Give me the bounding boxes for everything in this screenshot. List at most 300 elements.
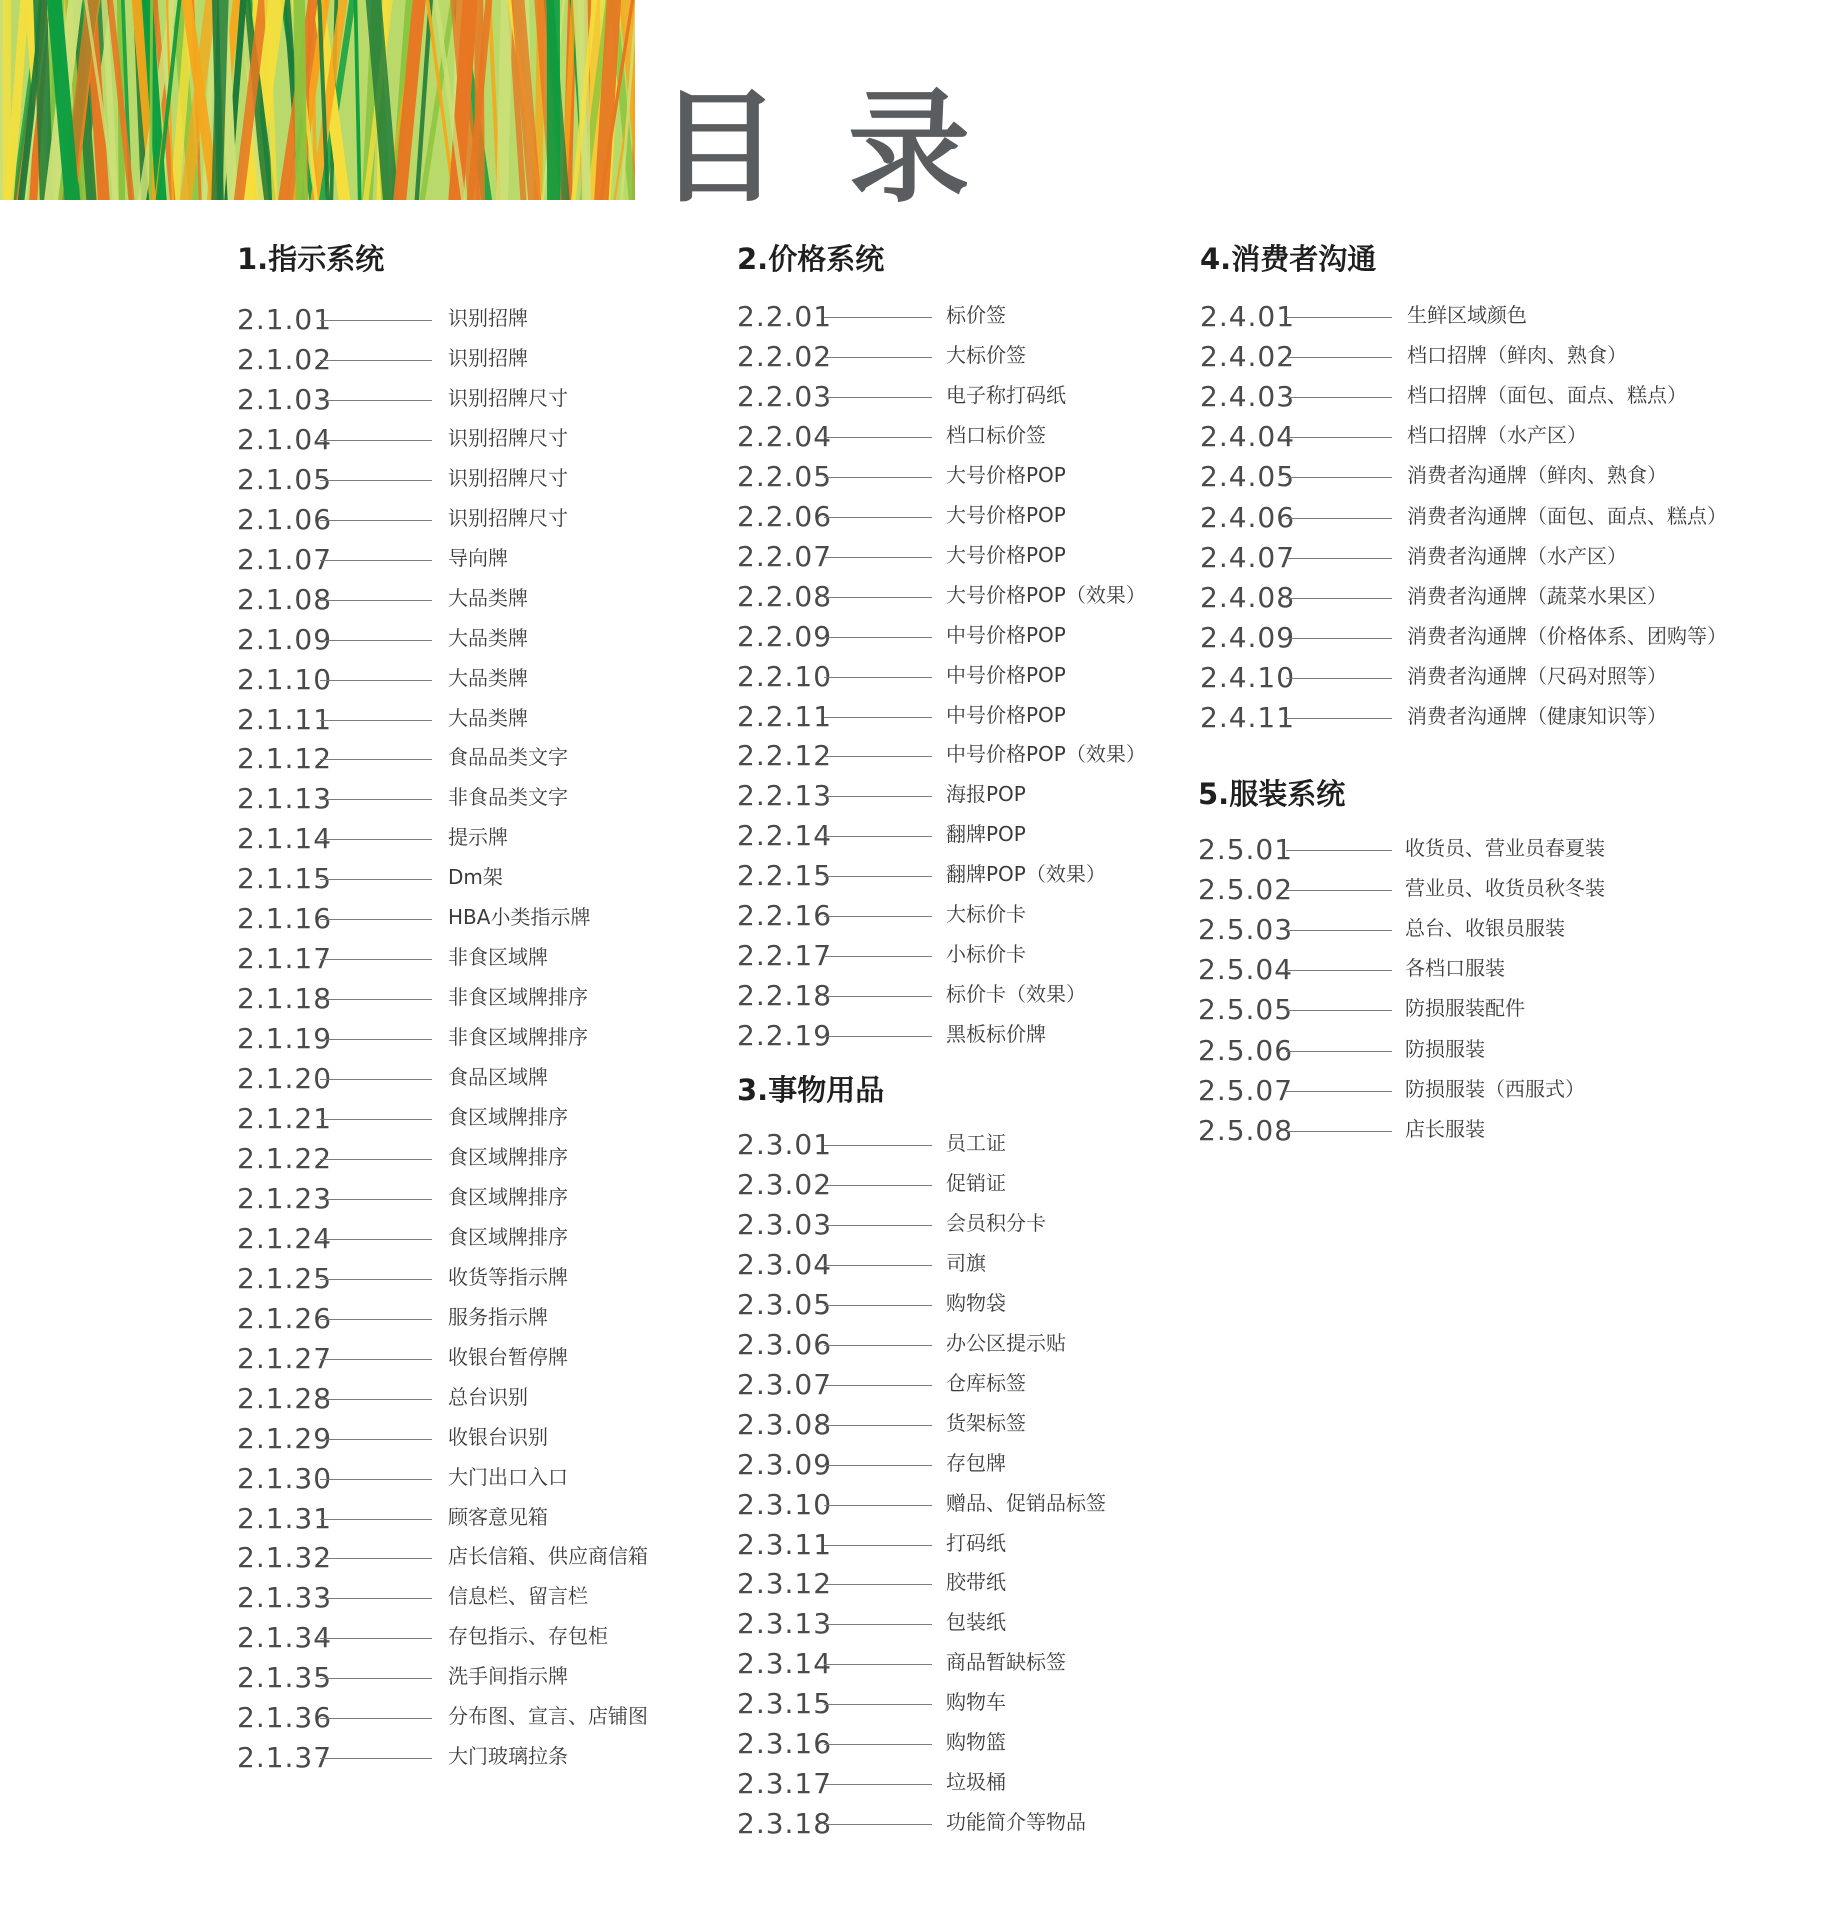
- toc-entry-code: 2.1.18: [237, 982, 333, 1015]
- leader-line: [320, 1399, 432, 1400]
- leader-line: [320, 560, 432, 561]
- section-heading: 5.服装系统: [1198, 777, 1346, 811]
- toc-entry-label: 购物车: [946, 1690, 1006, 1714]
- section-heading: 2.价格系统: [737, 242, 885, 276]
- toc-entry-code: 2.2.06: [737, 500, 833, 533]
- toc-entry-code: 2.1.01: [237, 303, 333, 336]
- leader-line: [320, 1359, 432, 1360]
- leader-line: [1286, 518, 1392, 519]
- toc-entry-code: 2.3.17: [737, 1767, 833, 1800]
- toc-entry-code: 2.1.25: [237, 1262, 333, 1295]
- leader-line: [320, 1638, 432, 1639]
- toc-entry: [737, 1245, 1426, 1285]
- leader-line: [1286, 477, 1392, 478]
- toc-entry-code: 2.5.06: [1198, 1034, 1294, 1067]
- toc-entry-label: 顾客意见箱: [448, 1505, 548, 1529]
- page-title-char: 录: [848, 77, 970, 219]
- leader-line: [320, 1678, 432, 1679]
- toc-entry-code: 2.1.06: [237, 503, 333, 536]
- toc-entry-label: 营业员、收货员秋冬装: [1405, 876, 1605, 900]
- toc-entry-code: 2.4.10: [1200, 661, 1296, 694]
- toc-entry-label: 总台识别: [448, 1385, 528, 1409]
- leader-line: [320, 440, 432, 441]
- toc-entry: [1198, 1111, 1835, 1151]
- toc-entry: [737, 1165, 1426, 1205]
- toc-entry-label: 大标价卡: [946, 902, 1026, 926]
- toc-entry-code: 2.1.35: [237, 1661, 333, 1694]
- toc-entry-label: 消费者沟通牌（面包、面点、糕点）: [1407, 504, 1727, 528]
- toc-entry-code: 2.1.30: [237, 1462, 333, 1495]
- leader-line: [824, 317, 932, 318]
- toc-entry-label: 促销证: [946, 1171, 1006, 1195]
- toc-entry-code: 2.3.09: [737, 1448, 833, 1481]
- toc-entry-label: 大号价格POP: [946, 543, 1066, 567]
- toc-entry-code: 2.4.09: [1200, 621, 1296, 654]
- toc-entry-code: 2.1.34: [237, 1621, 333, 1654]
- leader-line: [320, 919, 432, 920]
- leader-line: [1286, 357, 1392, 358]
- toc-entry-code: 2.2.08: [737, 580, 833, 613]
- leader-line: [1286, 850, 1392, 851]
- toc-entry-label: 大品类牌: [448, 706, 528, 730]
- toc-entry-code: 2.1.22: [237, 1142, 333, 1175]
- toc-entry: [737, 1684, 1426, 1724]
- toc-entry-label: 仓库标签: [946, 1371, 1026, 1395]
- toc-entry-code: 2.3.15: [737, 1687, 833, 1720]
- leader-line: [320, 799, 432, 800]
- toc-entry-label: 中号价格POP（效果）: [946, 742, 1146, 766]
- toc-entry: [1198, 910, 1835, 950]
- toc-entry-label: 大门玻璃拉条: [448, 1744, 568, 1768]
- toc-entry-label: 食区域牌排序: [448, 1185, 568, 1209]
- leader-line: [1286, 1131, 1392, 1132]
- toc-entry-code: 2.1.02: [237, 343, 333, 376]
- toc-entry-label: 存包牌: [946, 1451, 1006, 1475]
- toc-entry: [1200, 457, 1835, 497]
- leader-line: [824, 1744, 932, 1745]
- leader-line: [320, 1039, 432, 1040]
- banner-stripe: [40, 0, 47, 200]
- leader-line: [320, 959, 432, 960]
- toc-entry-code: 2.1.09: [237, 623, 333, 656]
- toc-entry-label: 商品暂缺标签: [946, 1650, 1066, 1674]
- toc-entry-code: 2.2.07: [737, 540, 833, 573]
- banner-stripe: [299, 0, 301, 200]
- toc-entry-label: 大标价签: [946, 343, 1026, 367]
- leader-line: [824, 437, 932, 438]
- toc-entry-label: 消费者沟通牌（健康知识等）: [1407, 704, 1667, 728]
- toc-entry-code: 2.2.09: [737, 620, 833, 653]
- toc-entry-code: 2.4.01: [1200, 300, 1296, 333]
- toc-entry: [737, 1724, 1426, 1764]
- leader-line: [1286, 1051, 1392, 1052]
- toc-entry-code: 2.3.02: [737, 1168, 833, 1201]
- leader-line: [1286, 397, 1392, 398]
- toc-entry-label: 收银台暂停牌: [448, 1345, 568, 1369]
- toc-entry-code: 2.1.21: [237, 1102, 333, 1135]
- toc-entry-code: 2.2.18: [737, 979, 833, 1012]
- toc-entry-label: 大品类牌: [448, 666, 528, 690]
- leader-line: [320, 360, 432, 361]
- leader-line: [824, 916, 932, 917]
- toc-entry-label: 电子称打码纸: [946, 383, 1066, 407]
- toc-entry-code: 2.1.32: [237, 1541, 333, 1574]
- leader-line: [320, 720, 432, 721]
- leader-line: [824, 756, 932, 757]
- leader-line: [1286, 437, 1392, 438]
- toc-entry-label: 食品品类文字: [448, 745, 568, 769]
- leader-line: [320, 1598, 432, 1599]
- leader-line: [1286, 598, 1392, 599]
- toc-entry-code: 2.5.08: [1198, 1114, 1294, 1147]
- leader-line: [320, 839, 432, 840]
- toc-entry-label: 总台、收银员服装: [1405, 916, 1565, 940]
- leader-line: [824, 1345, 932, 1346]
- leader-line: [320, 1758, 432, 1759]
- leader-line: [824, 637, 932, 638]
- leader-line: [824, 357, 932, 358]
- leader-line: [824, 677, 932, 678]
- leader-line: [824, 1425, 932, 1426]
- leader-line: [320, 400, 432, 401]
- toc-entry-label: 海报POP: [946, 782, 1026, 806]
- toc-entry-code: 2.2.15: [737, 859, 833, 892]
- toc-entry: [737, 1405, 1426, 1445]
- leader-line: [1286, 970, 1392, 971]
- toc-entry: [737, 1205, 1426, 1245]
- toc-entry-code: 2.3.13: [737, 1607, 833, 1640]
- toc-entry-label: 收货员、营业员春夏装: [1405, 836, 1605, 860]
- toc-entry-label: 非食区域牌: [448, 945, 548, 969]
- toc-entry-label: 非食区域牌排序: [448, 985, 588, 1009]
- page-title-char: 目: [658, 77, 780, 219]
- decorative-stripe-banner: [0, 0, 635, 200]
- toc-entry-label: 大号价格POP: [946, 463, 1066, 487]
- toc-entry-code: 2.1.13: [237, 782, 333, 815]
- toc-entry-code: 2.4.02: [1200, 340, 1296, 373]
- leader-line: [824, 1584, 932, 1585]
- toc-entry-code: 2.1.20: [237, 1062, 333, 1095]
- leader-line: [320, 1319, 432, 1320]
- toc-entry-code: 2.1.36: [237, 1701, 333, 1734]
- toc-entry-code: 2.1.11: [237, 703, 333, 736]
- toc-entry-code: 2.1.29: [237, 1422, 333, 1455]
- toc-entry-code: 2.5.03: [1198, 913, 1294, 946]
- leader-line: [320, 1479, 432, 1480]
- toc-entry-code: 2.1.08: [237, 583, 333, 616]
- toc-entry-code: 2.1.04: [237, 423, 333, 456]
- leader-line: [320, 1239, 432, 1240]
- toc-entry-code: 2.2.04: [737, 420, 833, 453]
- leader-line: [320, 1159, 432, 1160]
- toc-entry-label: 中号价格POP: [946, 703, 1066, 727]
- toc-entry-code: 2.4.07: [1200, 541, 1296, 574]
- toc-entry: [1200, 498, 1835, 538]
- toc-entry-code: 2.3.10: [737, 1488, 833, 1521]
- leader-line: [824, 1704, 932, 1705]
- toc-entry-label: HBA小类指示牌: [448, 905, 591, 929]
- toc-entry: [737, 1644, 1426, 1684]
- toc-entry-label: 识别招牌尺寸: [448, 426, 568, 450]
- toc-entry-label: 分布图、宣言、店铺图: [448, 1704, 648, 1728]
- toc-entry: [1198, 870, 1835, 910]
- toc-entry: [737, 1804, 1426, 1844]
- toc-entry: [1200, 618, 1835, 658]
- toc-entry: [1198, 1031, 1835, 1071]
- leader-line: [1286, 558, 1392, 559]
- toc-entry-label: 防损服装配件: [1405, 996, 1525, 1020]
- toc-entry-code: 2.1.37: [237, 1741, 333, 1774]
- toc-entry-label: 翻牌POP（效果）: [946, 862, 1106, 886]
- toc-entry-label: 翻牌POP: [946, 822, 1026, 846]
- leader-line: [320, 1079, 432, 1080]
- toc-entry-code: 2.4.06: [1200, 501, 1296, 534]
- toc-entry-label: 店长信箱、供应商信箱: [448, 1544, 648, 1568]
- toc-entry-code: 2.1.26: [237, 1302, 333, 1335]
- toc-entry: [737, 1445, 1426, 1485]
- toc-entry-label: 店长服装: [1405, 1117, 1485, 1141]
- leader-line: [824, 717, 932, 718]
- toc-entry-label: 食区域牌排序: [448, 1145, 568, 1169]
- toc-entry-label: 识别招牌: [448, 346, 528, 370]
- toc-entry: [1200, 578, 1835, 618]
- toc-entry-label: 提示牌: [448, 825, 508, 849]
- toc-entry-code: 2.2.10: [737, 660, 833, 693]
- toc-entry-label: 非食品类文字: [448, 785, 568, 809]
- toc-entry-code: 2.1.17: [237, 942, 333, 975]
- leader-line: [824, 1265, 932, 1266]
- toc-entry-code: 2.3.01: [737, 1128, 833, 1161]
- toc-entry-label: Dm架: [448, 865, 503, 889]
- toc-entry-code: 2.1.03: [237, 383, 333, 416]
- toc-entry-label: 洗手间指示牌: [448, 1664, 568, 1688]
- toc-entry-code: 2.1.24: [237, 1222, 333, 1255]
- leader-line: [320, 879, 432, 880]
- toc-entry-label: 功能简介等物品: [946, 1810, 1086, 1834]
- leader-line: [320, 1439, 432, 1440]
- toc-entry-label: 标价签: [946, 303, 1006, 327]
- toc-entry-label: 食品区域牌: [448, 1065, 548, 1089]
- leader-line: [320, 1558, 432, 1559]
- toc-entry-label: 消费者沟通牌（鲜肉、熟食）: [1407, 463, 1667, 487]
- leader-line: [824, 597, 932, 598]
- leader-line: [320, 1718, 432, 1719]
- toc-entry-code: 2.3.11: [737, 1528, 833, 1561]
- toc-entry-code: 2.4.11: [1200, 701, 1296, 734]
- toc-entry-label: 包装纸: [946, 1610, 1006, 1634]
- toc-entry: [1198, 1071, 1835, 1111]
- leader-line: [824, 1505, 932, 1506]
- toc-entry-code: 2.2.05: [737, 460, 833, 493]
- leader-line: [824, 1784, 932, 1785]
- leader-line: [1286, 1010, 1392, 1011]
- toc-entry: [1200, 538, 1835, 578]
- toc-entry-code: 2.1.05: [237, 463, 333, 496]
- toc-entry-code: 2.3.05: [737, 1288, 833, 1321]
- toc-entry: [737, 1525, 1426, 1565]
- section-heading: 3.事物用品: [737, 1073, 885, 1107]
- toc-entry-label: 识别招牌尺寸: [448, 466, 568, 490]
- toc-entry: [737, 1325, 1426, 1365]
- toc-entry-code: 2.5.05: [1198, 993, 1294, 1026]
- leader-line: [824, 1036, 932, 1037]
- toc-entry-label: 购物袋: [946, 1291, 1006, 1315]
- toc-entry-label: 消费者沟通牌（价格体系、团购等）: [1407, 624, 1727, 648]
- banner-stripe: [502, 0, 507, 200]
- leader-line: [1286, 678, 1392, 679]
- toc-entry-code: 2.1.10: [237, 663, 333, 696]
- toc-entry: [1198, 950, 1835, 990]
- toc-entry-label: 食区域牌排序: [448, 1105, 568, 1129]
- toc-entry-code: 2.2.02: [737, 340, 833, 373]
- toc-entry-label: 食区域牌排序: [448, 1225, 568, 1249]
- toc-entry-label: 识别招牌: [448, 306, 528, 330]
- toc-entry-code: 2.3.04: [737, 1248, 833, 1281]
- toc-entry-label: 消费者沟通牌（蔬菜水果区）: [1407, 584, 1667, 608]
- toc-entry: [737, 1285, 1426, 1325]
- toc-entry-label: 标价卡（效果）: [946, 982, 1086, 1006]
- leader-line: [824, 1305, 932, 1306]
- toc-entry-code: 2.1.16: [237, 902, 333, 935]
- leader-line: [824, 1545, 932, 1546]
- leader-line: [824, 1145, 932, 1146]
- toc-entry-code: 2.1.15: [237, 862, 333, 895]
- toc-entry-label: 小标价卡: [946, 942, 1026, 966]
- leader-line: [824, 517, 932, 518]
- toc-entry: [737, 1764, 1426, 1804]
- leader-line: [824, 557, 932, 558]
- leader-line: [824, 477, 932, 478]
- toc-entry-label: 中号价格POP: [946, 663, 1066, 687]
- toc-entry-code: 2.3.07: [737, 1368, 833, 1401]
- leader-line: [824, 1824, 932, 1825]
- toc-entry-label: 收银台识别: [448, 1425, 548, 1449]
- toc-entry-code: 2.3.06: [737, 1328, 833, 1361]
- toc-entry-label: 消费者沟通牌（尺码对照等）: [1407, 664, 1667, 688]
- leader-line: [1286, 718, 1392, 719]
- toc-entry-label: 服务指示牌: [448, 1305, 548, 1329]
- leader-line: [824, 1465, 932, 1466]
- toc-entry-code: 2.5.07: [1198, 1074, 1294, 1107]
- leader-line: [1286, 317, 1392, 318]
- section-heading: 1.指示系统: [237, 242, 385, 276]
- toc-entry-code: 2.3.03: [737, 1208, 833, 1241]
- toc-entry-label: 大门出口入口: [448, 1465, 568, 1489]
- toc-entry-label: 消费者沟通牌（水产区）: [1407, 544, 1627, 568]
- toc-entry-code: 2.2.12: [737, 739, 833, 772]
- leader-line: [320, 999, 432, 1000]
- toc-entry: [1200, 698, 1835, 738]
- toc-entry-label: 识别招牌尺寸: [448, 386, 568, 410]
- toc-entry-code: 2.2.13: [737, 779, 833, 812]
- toc-entry-label: 档口标价签: [946, 423, 1046, 447]
- toc-entry-label: 中号价格POP: [946, 623, 1066, 647]
- toc-entry-label: 档口招牌（鲜肉、熟食）: [1407, 343, 1627, 367]
- leader-line: [1286, 930, 1392, 931]
- leader-line: [824, 876, 932, 877]
- toc-entry-label: 货架标签: [946, 1411, 1026, 1435]
- leader-line: [1286, 638, 1392, 639]
- toc-entry-code: 2.2.16: [737, 899, 833, 932]
- toc-entry-code: 2.1.19: [237, 1022, 333, 1055]
- toc-entry-label: 生鲜区域颜色: [1407, 303, 1527, 327]
- toc-entry-label: 大号价格POP: [946, 503, 1066, 527]
- leader-line: [824, 1185, 932, 1186]
- toc-entry-label: 购物篮: [946, 1730, 1006, 1754]
- toc-entry-label: 档口招牌（面包、面点、糕点）: [1407, 383, 1687, 407]
- toc-entry-label: 识别招牌尺寸: [448, 506, 568, 530]
- toc-entry: [1200, 417, 1835, 457]
- leader-line: [320, 1519, 432, 1520]
- leader-line: [824, 1664, 932, 1665]
- leader-line: [824, 1624, 932, 1625]
- toc-entry-label: 非食区域牌排序: [448, 1025, 588, 1049]
- toc-entry-label: 各档口服装: [1405, 956, 1505, 980]
- toc-entry-code: 2.2.01: [737, 300, 833, 333]
- leader-line: [320, 520, 432, 521]
- leader-line: [320, 600, 432, 601]
- toc-entry-code: 2.3.08: [737, 1408, 833, 1441]
- leader-line: [824, 796, 932, 797]
- toc-entry-code: 2.1.33: [237, 1581, 333, 1614]
- toc-entry-label: 胶带纸: [946, 1570, 1006, 1594]
- toc-entry: [737, 1485, 1426, 1525]
- toc-entry-label: 垃圾桶: [946, 1770, 1006, 1794]
- toc-entry: [737, 1564, 1426, 1604]
- toc-entry: [1198, 990, 1835, 1030]
- toc-entry-code: 2.4.04: [1200, 420, 1296, 453]
- toc-entry: [737, 1604, 1426, 1644]
- toc-entry-label: 导向牌: [448, 546, 508, 570]
- toc-entry-label: 会员积分卡: [946, 1211, 1046, 1235]
- toc-entry-code: 2.1.12: [237, 742, 333, 775]
- toc-entry: [1198, 830, 1835, 870]
- leader-line: [824, 996, 932, 997]
- toc-entry: [737, 736, 1426, 776]
- section-heading: 4.消费者沟通: [1200, 242, 1377, 276]
- toc-entry: [1200, 377, 1835, 417]
- page-title: [658, 77, 970, 219]
- toc-entry: [1200, 337, 1835, 377]
- toc-entry-code: 2.5.04: [1198, 953, 1294, 986]
- toc-entry-code: 2.1.14: [237, 822, 333, 855]
- toc-entry-label: 员工证: [946, 1131, 1006, 1155]
- toc-entry-code: 2.5.01: [1198, 833, 1294, 866]
- toc-entry-code: 2.3.12: [737, 1567, 833, 1600]
- leader-line: [320, 1279, 432, 1280]
- toc-entry-label: 赠品、促销品标签: [946, 1491, 1106, 1515]
- leader-line: [320, 1199, 432, 1200]
- leader-line: [1286, 1091, 1392, 1092]
- leader-line: [824, 836, 932, 837]
- toc-entry-code: 2.3.18: [737, 1807, 833, 1840]
- leader-line: [320, 759, 432, 760]
- toc-entry-code: 2.2.14: [737, 819, 833, 852]
- toc-entry: [1200, 658, 1835, 698]
- toc-entry-code: 2.2.17: [737, 939, 833, 972]
- leader-line: [320, 1119, 432, 1120]
- toc-entry-code: 2.4.05: [1200, 460, 1296, 493]
- leader-line: [320, 320, 432, 321]
- toc-entry-code: 2.2.11: [737, 700, 833, 733]
- toc-entry-code: 2.4.03: [1200, 380, 1296, 413]
- toc-entry-label: 大品类牌: [448, 586, 528, 610]
- toc-entry-label: 档口招牌（水产区）: [1407, 423, 1587, 447]
- toc-entry-label: 存包指示、存包柜: [448, 1624, 608, 1648]
- toc-entry-code: 2.1.31: [237, 1502, 333, 1535]
- leader-line: [824, 956, 932, 957]
- banner-stripe: [150, 0, 151, 200]
